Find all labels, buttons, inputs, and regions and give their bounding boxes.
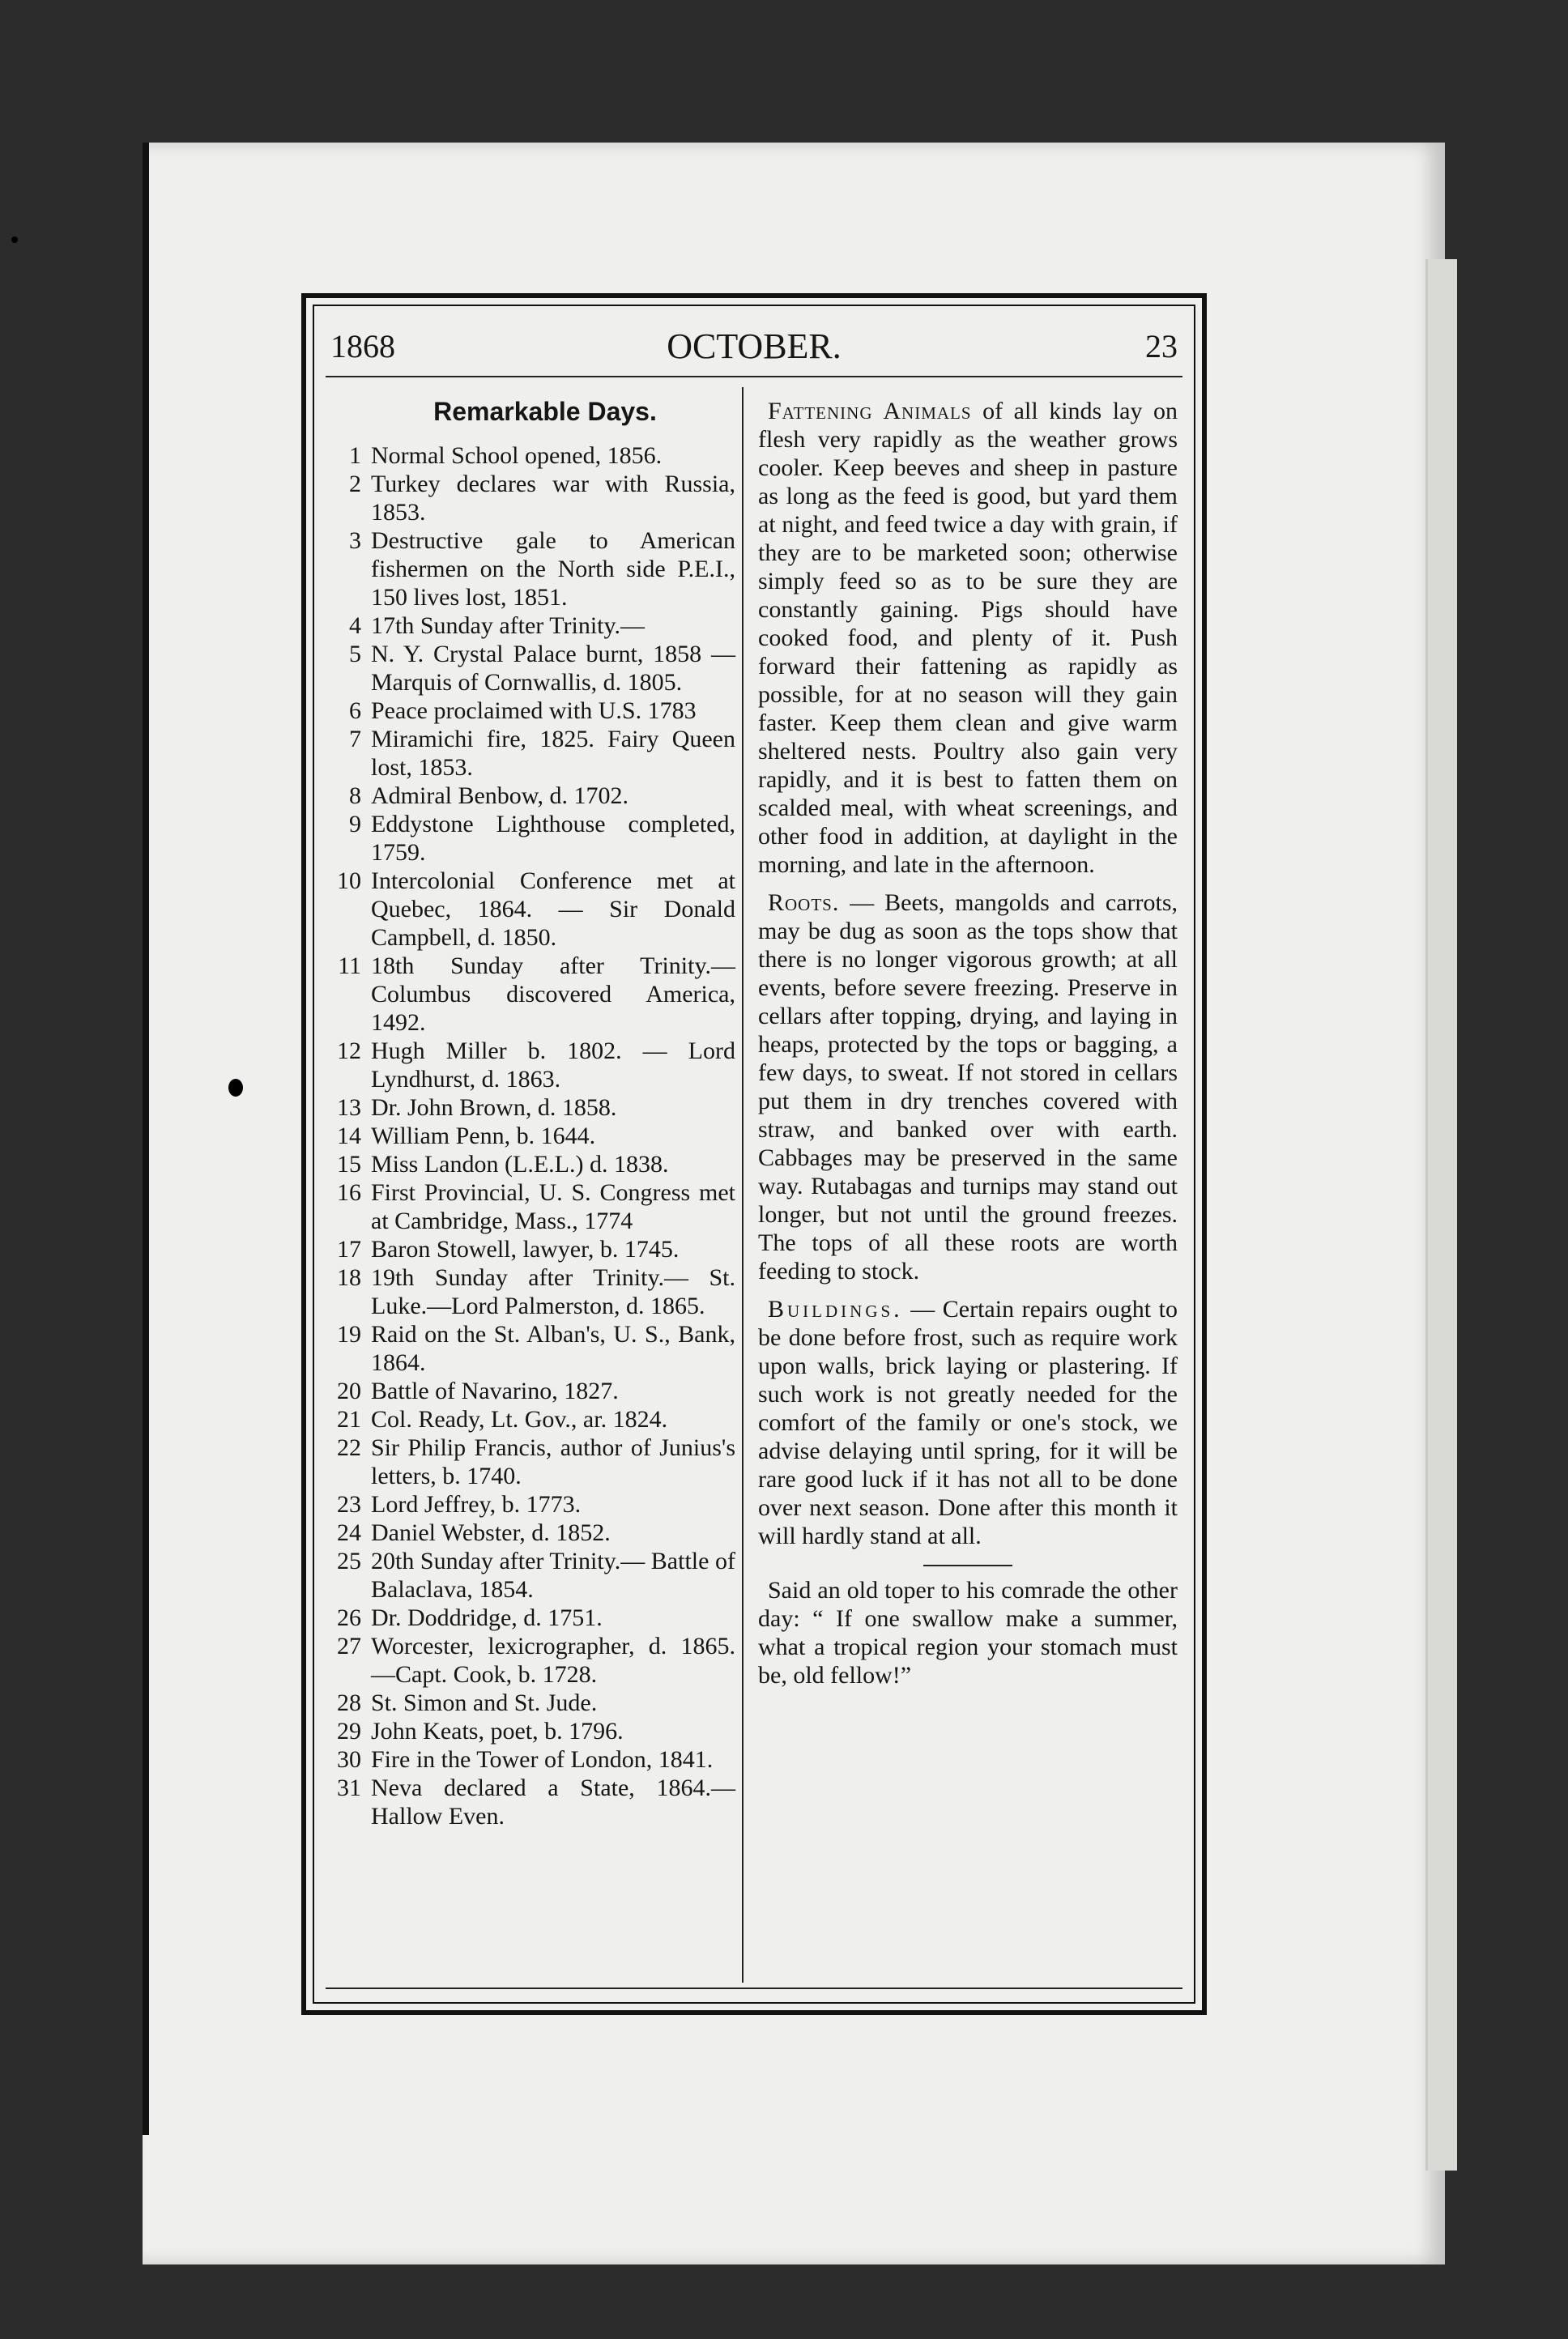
- remarkable-day-entry: [322, 1632, 735, 1689]
- remarkable-day-entry: [322, 1235, 735, 1263]
- article-buildings-heading: Buildings.: [768, 1296, 903, 1323]
- footer-rule: [326, 1988, 1182, 1989]
- day-event-text: Hugh Miller b. 1802. — Lord Lyndhurst, d. 1863.: [371, 1037, 735, 1093]
- header-month: OCTOBER.: [667, 326, 842, 366]
- remarkable-day-entry: [322, 1717, 735, 1745]
- short-divider-rule: [923, 1565, 1012, 1566]
- day-event-text: Eddystone Lighthouse completed, 1759.: [371, 811, 735, 866]
- day-event-text: Intercolonial Conference met at Quebec, 1864. — Sir Donald Campbell, d. 1850.: [371, 867, 735, 951]
- remarkable-days-title: Remarkable Days.: [433, 397, 657, 426]
- day-number: 23: [337, 1491, 361, 1518]
- day-number: 27: [337, 1633, 361, 1659]
- remarkable-day-entry: [322, 725, 735, 782]
- remarkable-day-entry: [322, 1122, 735, 1150]
- day-event-text: Baron Stowell, lawyer, b. 1745.: [371, 1236, 680, 1263]
- remarkable-day-entry: [322, 470, 735, 526]
- day-event-text: Peace proclaimed with U.S. 1783: [371, 697, 697, 724]
- day-event-text: St. Simon and St. Jude.: [371, 1689, 598, 1716]
- article-fattening-heading: Fattening Animals: [768, 398, 972, 424]
- remarkable-day-entry: [322, 810, 735, 867]
- article-anecdote: [758, 1576, 1178, 1689]
- day-event-text: First Provincial, U. S. Congress met at Cambridge, Mass., 1774: [371, 1179, 735, 1234]
- header-year: 1868: [330, 328, 395, 364]
- day-number: 11: [338, 952, 361, 979]
- day-number: 3: [349, 527, 361, 554]
- day-event-text: N. Y. Crystal Palace burnt, 1858 —Marquis of Cornwallis, d. 1805.: [371, 641, 735, 696]
- remarkable-day-entry: [322, 1434, 735, 1490]
- remarkable-day-entry: [322, 952, 735, 1037]
- article-fattening: [758, 397, 1178, 879]
- header-page-number: 23: [1145, 328, 1178, 364]
- day-number: 16: [337, 1179, 361, 1206]
- day-number: 21: [337, 1406, 361, 1433]
- day-number: 28: [337, 1689, 361, 1716]
- article-fattening-body: of all kinds lay on flesh very rapidly as the weather grows cooler. Keep beeves and sheep in pasture as long as the feed is good, but yard them at night, and feed twice a day with grain, if they are to be marketed soon; otherwise simply feed so as to be sure they are constantly gaining. Pigs should have cooked food, and plenty of it. Push forward their fattening as rapidly as possible, for at no season will they gain faster. Keep them clean and give warm sheltered nests. Poultry also gain very rapidly, and it is best to fatten them on scalded meal, with wheat screenings, and other food in addition, at daylight in the morning, and late in the afternoon.: [758, 398, 1178, 878]
- day-number: 4: [349, 612, 361, 639]
- remarkable-day-entry: [322, 1774, 735, 1830]
- remarkable-days-column: [322, 397, 735, 1830]
- day-number: 12: [337, 1037, 361, 1064]
- remarkable-day-entry: [322, 1178, 735, 1235]
- day-number: 25: [337, 1548, 361, 1574]
- day-number: 1: [349, 442, 361, 469]
- remarkable-day-entry: [322, 1093, 735, 1122]
- article-roots-heading: Roots.: [768, 889, 840, 916]
- day-number: 15: [337, 1151, 361, 1178]
- remarkable-day-entry: [322, 1037, 735, 1093]
- speck-mark: [11, 236, 18, 243]
- day-number: 5: [349, 641, 361, 667]
- day-event-text: 18th Sunday after Trinity.— Columbus discovered America, 1492.: [371, 952, 735, 1036]
- article-anecdote-body: Said an old toper to his comrade the other day: “ If one swallow make a summer, what a tropical region your stomach must be, old fellow!”: [758, 1577, 1178, 1689]
- day-event-text: Daniel Webster, d. 1852.: [371, 1519, 611, 1546]
- remarkable-day-entry: [322, 1320, 735, 1377]
- remarkable-day-entry: [322, 441, 735, 470]
- day-number: 24: [337, 1519, 361, 1546]
- remarkable-day-entry: [322, 1547, 735, 1604]
- page-frame: [301, 293, 1207, 2015]
- remarkable-day-entry: [322, 640, 735, 697]
- day-number: 26: [337, 1604, 361, 1631]
- day-number: 17: [337, 1236, 361, 1263]
- page-edge: [1425, 259, 1457, 2171]
- article-roots-body: — Beets, mangolds and carrots, may be dug as soon as the tops show that there is no longer vigorous growth; at all events, before severe freezing. Preserve in cellars after topping, drying, and laying in heaps, protected by the tops or bagging, a few days, to sweat. If not stored in cellars put them in dry trenches covered with straw, and banked over with earth. Cabbages may be preserved in the same way. Rutabagas and turnips may stand out longer, but not until the ground freezes. The tops of all these roots are worth feeding to stock.: [758, 889, 1178, 1285]
- remarkable-day-entry: [322, 1689, 735, 1717]
- day-event-text: Sir Philip Francis, author of Junius's letters, b. 1740.: [371, 1434, 735, 1489]
- day-number: 30: [337, 1746, 361, 1773]
- remarkable-day-entry: [322, 1745, 735, 1774]
- day-number: 7: [349, 726, 361, 752]
- remarkable-day-entry: [322, 697, 735, 725]
- day-number: 18: [337, 1264, 361, 1291]
- remarkable-day-entry: [322, 867, 735, 952]
- article-buildings: [758, 1295, 1178, 1550]
- day-event-text: Dr. Doddridge, d. 1751.: [371, 1604, 603, 1631]
- remarkable-day-entry: [322, 1377, 735, 1405]
- article-buildings-body: — Certain repairs ought to be done before frost, such as require work upon walls, brick laying or plastering. If such work is not greatly needed for the comfort of the family or one's stock, we advise delaying until spring, for it will be rare good luck if it has not all to be done over next season. Done after this month it will hardly stand at all.: [758, 1296, 1178, 1549]
- day-event-text: Admiral Benbow, d. 1702.: [371, 782, 629, 809]
- day-number: 19: [337, 1321, 361, 1348]
- day-event-text: Miss Landon (L.E.L.) d. 1838.: [371, 1151, 669, 1178]
- day-event-text: Lord Jeffrey, b. 1773.: [371, 1491, 582, 1518]
- day-number: 20: [337, 1378, 361, 1404]
- day-number: 9: [349, 811, 361, 837]
- binding-edge: [143, 143, 149, 2135]
- day-event-text: Turkey declares war with Russia, 1853.: [371, 471, 735, 526]
- remarkable-day-entry: [322, 1405, 735, 1434]
- remarkable-days-list: [322, 441, 735, 1830]
- remarkable-day-entry: [322, 1490, 735, 1519]
- day-number: 14: [337, 1123, 361, 1149]
- remarkable-day-entry: [322, 1604, 735, 1632]
- day-event-text: Fire in the Tower of London, 1841.: [371, 1746, 714, 1773]
- day-number: 8: [349, 782, 361, 809]
- day-event-text: Raid on the St. Alban's, U. S., Bank, 1864.: [371, 1321, 735, 1376]
- remarkable-day-entry: [322, 782, 735, 810]
- day-event-text: Dr. John Brown, d. 1858.: [371, 1094, 617, 1121]
- day-event-text: John Keats, poet, b. 1796.: [371, 1718, 624, 1745]
- remarkable-day-entry: [322, 526, 735, 611]
- column-divider: [742, 387, 744, 1983]
- speck-mark: [228, 1079, 243, 1097]
- remarkable-day-entry: [322, 1150, 735, 1178]
- day-number: 10: [337, 867, 361, 894]
- day-number: 13: [337, 1094, 361, 1121]
- day-event-text: Worcester, lexicrographer, d. 1865.—Capt. Cook, b. 1728.: [371, 1633, 735, 1688]
- day-event-text: Miramichi fire, 1825. Fairy Queen lost, 1853.: [371, 726, 735, 781]
- remarkable-day-entry: [322, 1519, 735, 1547]
- articles-column: [758, 397, 1178, 1689]
- day-event-text: 20th Sunday after Trinity.— Battle of Balaclava, 1854.: [371, 1548, 735, 1603]
- day-number: 29: [337, 1718, 361, 1745]
- day-event-text: Neva declared a State, 1864.— Hallow Even.: [371, 1774, 735, 1830]
- remarkable-day-entry: [322, 611, 735, 640]
- day-number: 6: [349, 697, 361, 724]
- day-number: 22: [337, 1434, 361, 1461]
- header-rule: [326, 376, 1182, 377]
- day-event-text: Destructive gale to American fishermen on the North side P.E.I., 150 lives lost, 1851.: [371, 527, 735, 611]
- day-event-text: Col. Ready, Lt. Gov., ar. 1824.: [371, 1406, 668, 1433]
- day-number: 31: [337, 1774, 361, 1801]
- day-number: 2: [349, 471, 361, 497]
- remarkable-day-entry: [322, 1263, 735, 1320]
- day-event-text: William Penn, b. 1644.: [371, 1123, 596, 1149]
- day-event-text: 19th Sunday after Trinity.— St. Luke.—Lord Palmerston, d. 1865.: [371, 1264, 735, 1319]
- frame-inner-border: [313, 305, 1195, 2004]
- day-event-text: Normal School opened, 1856.: [371, 442, 663, 469]
- article-roots: [758, 888, 1178, 1285]
- day-event-text: Battle of Navarino, 1827.: [371, 1378, 619, 1404]
- day-event-text: 17th Sunday after Trinity.—: [371, 612, 646, 639]
